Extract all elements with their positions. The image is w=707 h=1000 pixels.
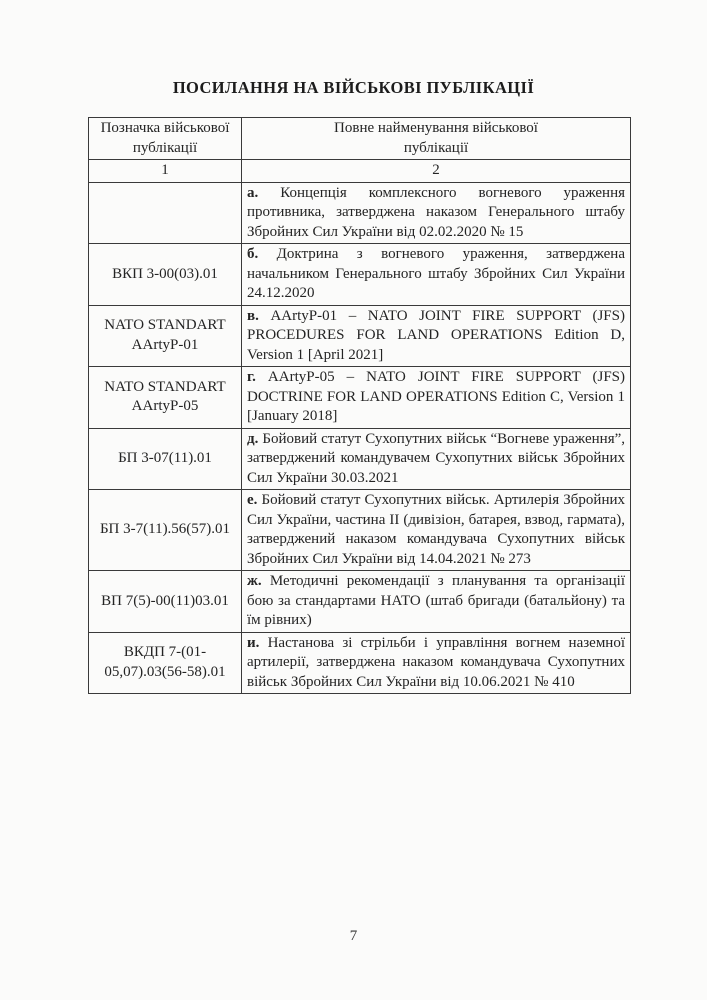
- column-number-1: 1: [89, 160, 242, 183]
- item-letter: е.: [247, 492, 258, 508]
- column-header-designation: [89, 118, 242, 160]
- table-row: [89, 367, 631, 429]
- publication-code: ВКП 3-00(03).01: [89, 244, 242, 306]
- item-letter: а.: [247, 184, 259, 201]
- publications-table: [88, 117, 631, 694]
- publication-code: ВП 7(5)-00(11)03.01: [89, 571, 242, 633]
- publication-code: БП 3-7(11).56(57).01: [89, 490, 242, 571]
- table-row: [89, 244, 631, 306]
- item-text: Бойовий статут Сухопутних військ. Артилерія Збройних Сил України, частина II (дивізіон, батарея, взвод, гармата), затверджений наказом командувача Сухопутних військ Збройних Сил України від 14.04.2021 № 273: [247, 492, 625, 567]
- publication-code: NATO STANDART AArtyP-01: [89, 305, 242, 367]
- item-letter: б.: [247, 246, 259, 262]
- column-number-row: [89, 160, 631, 183]
- item-text: Доктрина з вогневого ураження, затверджена начальником Генерального штабу Збройних Сил України 24.12.2020: [247, 246, 625, 301]
- table-row: [89, 428, 631, 490]
- column-header-full-name: [242, 118, 631, 160]
- publication-description: [242, 182, 631, 244]
- item-letter: в.: [247, 307, 259, 324]
- table-row: [89, 632, 631, 694]
- item-text: Бойовий статут Сухопутних військ “Вогневе ураження”, затверджений командувачем Сухопутних військ Збройних Сил України 30.03.2021: [247, 430, 625, 486]
- item-letter: ж.: [247, 573, 262, 589]
- page-number: 7: [349, 928, 358, 944]
- item-text: Настанова зі стрільби і управління вогнем наземної артилерії, затверджена наказом командувача Сухопутних військ Збройних Сил України від 10.06.2021 № 410: [247, 634, 626, 690]
- item-text: AArtyP-01 – NATO JOINT FIRE SUPPORT (JFS) PROCEDURES FOR LAND OPERATIONS Edition D, Version 1 [April 2021]: [247, 307, 625, 363]
- column-number-2: 2: [242, 160, 631, 183]
- publication-description: [242, 305, 631, 367]
- column-header-full-name-label: Повне найменування військової публікації: [334, 120, 538, 156]
- column-header-designation-label: Позначка військової публікації: [100, 120, 230, 156]
- publication-description: [242, 632, 631, 694]
- item-letter: г.: [247, 369, 256, 385]
- publication-code: [89, 182, 242, 244]
- table-header-row: [89, 118, 631, 160]
- table-row: [89, 490, 631, 571]
- item-letter: и.: [247, 634, 260, 651]
- table-row: [89, 571, 631, 633]
- publication-code: БП 3-07(11).01: [89, 428, 242, 490]
- publication-description: [242, 490, 631, 571]
- page-title: ПОСИЛАННЯ НА ВІЙСЬКОВІ ПУБЛІКАЦІЇ: [172, 78, 535, 97]
- table-row: [89, 182, 631, 244]
- publication-description: [242, 244, 631, 306]
- item-text: AArtyP-05 – NATO JOINT FIRE SUPPORT (JFS) DOCTRINE FOR LAND OPERATIONS Edition C, Version 1 [January 2018]: [247, 369, 625, 424]
- publication-description: [242, 428, 631, 490]
- item-text: Концепція комплексного вогневого ураження противника, затверджена наказом Генерального штабу Збройних Сил України від 02.02.2020 № 15: [247, 184, 625, 240]
- publication-code: ВКДП 7-(01-05,07).03(56-58).01: [89, 632, 242, 694]
- publication-description: [242, 367, 631, 429]
- publication-code: NATO STANDART AArtyP-05: [89, 367, 242, 429]
- item-text: Методичні рекомендації з планування та організації бою за стандартами НАТО (штаб бригади (батальйону) та їм рівних): [247, 573, 625, 628]
- publication-description: [242, 571, 631, 633]
- table-row: [89, 305, 631, 367]
- item-letter: д.: [247, 430, 259, 447]
